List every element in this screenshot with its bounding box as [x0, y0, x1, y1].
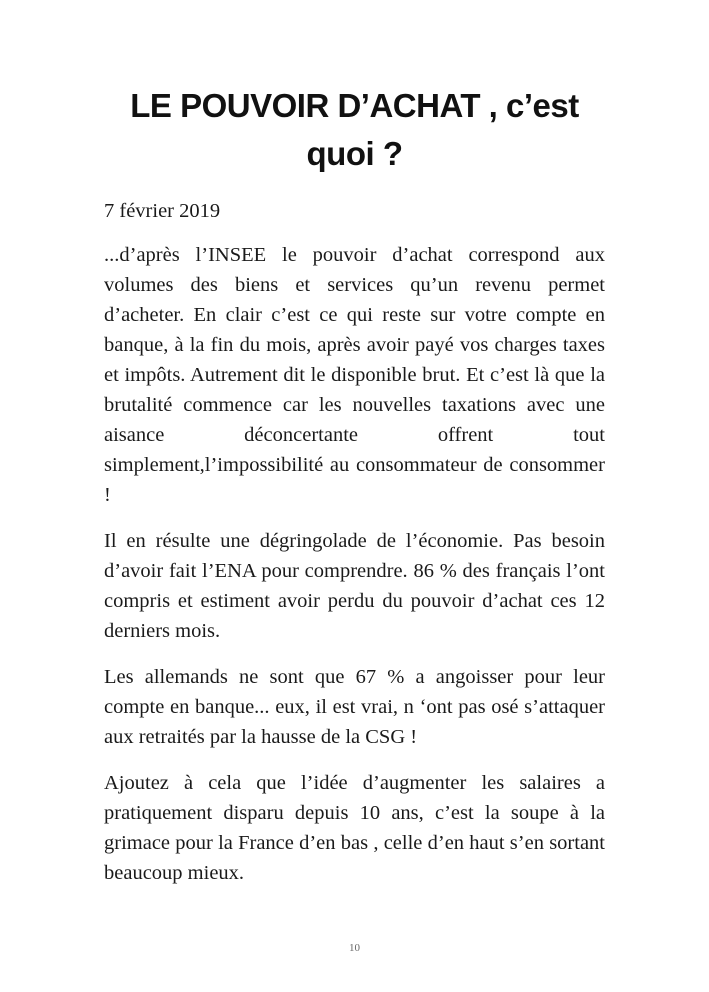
page-title [80, 82, 629, 178]
article-body [104, 196, 605, 904]
title-line-2: quoi ? [306, 135, 403, 172]
article-date: 7 février 2019 [104, 200, 221, 222]
paragraph-2: Il en résulte une dégringolade de l’économie. Pas besoin d’avoir fait l’ENA pour comprendre. 86 % des français l’ont compris et estiment avoir perdu du pouvoir d’achat ces 12 derniers mois. [104, 530, 605, 642]
paragraph-4: Ajoutez à cela que l’idée d’augmenter les salaires a pratiquement disparu depuis 10 ans, c’est la soupe à la grimace pour la France d’en bas , celle d’en haut s’en sortant beaucoup mieux. [104, 772, 605, 884]
title-line-1: LE POUVOIR D’ACHAT , c’est [130, 87, 579, 124]
paragraph-3: Les allemands ne sont que 67 % a angoisser pour leur compte en banque... eux, il est vrai, n ‘ont pas osé s’attaquer aux retraités par la hausse de la CSG ! [104, 666, 605, 748]
page-number: 10 [349, 942, 360, 954]
paragraph-1: ...d’après l’INSEE le pouvoir d’achat correspond aux volumes des biens et services qu’un revenu permet d’acheter. En clair c’est ce qui reste sur votre compte en banque, à la fin du mois, après avoir payé vos charges taxes et impôts. Autrement dit le disponible brut. Et c’est là que la brutalité commence car les nouvelles taxations avec une aisance déconcertante offrent tout simplement,l’impossibilité au consommateur de consommer ! [104, 244, 605, 506]
